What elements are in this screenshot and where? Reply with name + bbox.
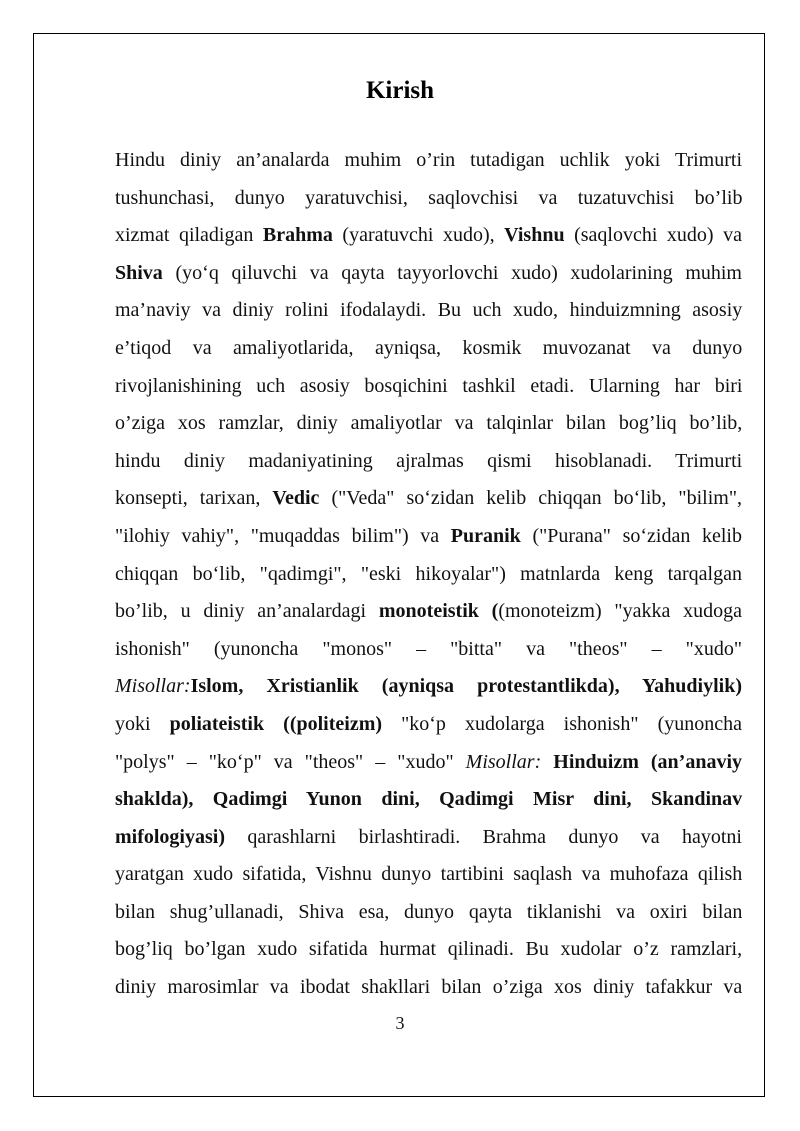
text-run: yaratgan xudo sifatida, Vishnu dunyo tartibini saqlash va muhofaza qilish bbox=[115, 863, 743, 886]
text-line bbox=[115, 142, 742, 180]
text-run: "ilohiy vahiy", "muqaddas bilim") va bbox=[115, 524, 451, 547]
bold-text: Hinduizm (an’anaviy bbox=[553, 750, 743, 773]
bold-text: mifologiyasi) bbox=[115, 825, 225, 848]
text-run: o’ziga xos ramzlar, diniy amaliyotlar va talqinlar bilan bog’liq bo’lib, bbox=[115, 412, 743, 435]
text-line bbox=[115, 706, 742, 744]
text-line bbox=[115, 969, 742, 1007]
text-line bbox=[115, 405, 742, 443]
text-run: xizmat qiladigan bbox=[115, 224, 263, 247]
text-run: ("Veda" so‘zidan kelib chiqqan bo‘lib, "bilim", bbox=[319, 487, 742, 510]
text-line bbox=[115, 931, 742, 969]
text-run: bilan shug’ullanadi, Shiva esa, dunyo qayta tiklanishi va oxiri bilan bbox=[115, 900, 743, 923]
text-line bbox=[115, 668, 742, 706]
text-line bbox=[115, 443, 742, 481]
text-run: Hindu diniy an’analarda muhim o’rin tutadigan uchlik yoki Trimurti bbox=[115, 149, 742, 171]
bold-text: monoteistik ( bbox=[378, 600, 499, 623]
page-number: 3 bbox=[395, 1013, 405, 1033]
text-line bbox=[115, 368, 742, 406]
body-text bbox=[115, 142, 742, 1007]
bold-text: Islom, Xristianlik (ayniqsa protestantlikda), Yahudiylik) bbox=[190, 675, 742, 698]
bold-text: Puranik bbox=[450, 524, 521, 547]
text-run: ("Purana" so‘zidan kelib bbox=[520, 524, 742, 547]
bold-text: poliateistik ((politeizm) bbox=[169, 712, 383, 735]
text-line bbox=[115, 631, 742, 669]
text-run: ishonish" (yunoncha "monos" – "bitta" va "theos" – "xudo" bbox=[115, 637, 742, 660]
bold-text: Vishnu bbox=[504, 224, 565, 247]
bold-text: shaklda), Qadimgi Yunon dini, Qadimgi Misr dini, Skandinav bbox=[115, 788, 743, 811]
text-run: bo’lib, u diniy an’analardagi bbox=[115, 600, 379, 623]
bold-text: Brahma bbox=[262, 224, 333, 247]
text-run: yoki bbox=[115, 712, 170, 735]
text-run: rivojlanishining uch asosiy bosqichini tashkil etadi. Ularning har biri bbox=[115, 374, 743, 397]
text-run: konsepti, tarixan, bbox=[115, 487, 273, 510]
text-run: bog’liq bo’lgan xudo sifatida hurmat qilinadi. Bu xudolar o’z ramzlari, bbox=[115, 938, 743, 961]
text-line bbox=[115, 518, 742, 556]
text-run: (saqlovchi xudo) va bbox=[564, 224, 742, 247]
text-run bbox=[541, 751, 553, 773]
text-line bbox=[115, 556, 742, 594]
text-line bbox=[115, 292, 742, 330]
text-line bbox=[115, 180, 742, 218]
text-run: "polys" – "ko‘p" va "theos" – "xudo" bbox=[115, 750, 466, 773]
italic-text: Misollar: bbox=[465, 750, 542, 773]
text-run: hindu diniy madaniyatining ajralmas qismi hisoblanadi. Trimurti bbox=[115, 449, 743, 472]
page-title: Kirish bbox=[365, 77, 435, 104]
text-line bbox=[115, 856, 742, 894]
bold-text: Shiva bbox=[115, 261, 163, 284]
text-line bbox=[115, 781, 742, 819]
text-line bbox=[115, 217, 742, 255]
text-run: "ko‘p xudolarga ishonish" (yunoncha bbox=[382, 712, 742, 735]
text-run: (yaratuvchi xudo), bbox=[332, 224, 505, 247]
text-run: (yo‘q qiluvchi va qayta tayyorlovchi xudo) xudolarining muhim bbox=[162, 261, 742, 284]
text-line bbox=[115, 255, 742, 293]
text-run: tushunchasi, dunyo yaratuvchisi, saqlovchisi va tuzatuvchisi bo’lib bbox=[115, 186, 743, 209]
bold-text: Vedic bbox=[272, 487, 320, 510]
text-line bbox=[115, 819, 742, 857]
text-run: (monoteizm) "yakka xudoga bbox=[498, 600, 743, 623]
text-line bbox=[115, 593, 742, 631]
italic-text: Misollar: bbox=[115, 675, 191, 698]
text-line bbox=[115, 744, 742, 782]
text-line bbox=[115, 330, 742, 368]
text-line bbox=[115, 894, 742, 932]
text-run: ma’naviy va diniy rolini ifodalaydi. Bu uch xudo, hinduizmning asosiy bbox=[115, 299, 743, 322]
text-run: qarashlarni birlashtiradi. Brahma dunyo va hayotni bbox=[225, 825, 742, 848]
text-line bbox=[115, 480, 742, 518]
text-run: chiqqan bo‘lib, "qadimgi", "eski hikoyalar") matnlarda keng tarqalgan bbox=[115, 562, 742, 585]
text-run: e’tiqod va amaliyotlarida, ayniqsa, kosmik muvozanat va dunyo bbox=[115, 336, 743, 359]
text-run: diniy marosimlar va ibodat shakllari bilan o’ziga xos diniy tafakkur va bbox=[115, 976, 743, 999]
